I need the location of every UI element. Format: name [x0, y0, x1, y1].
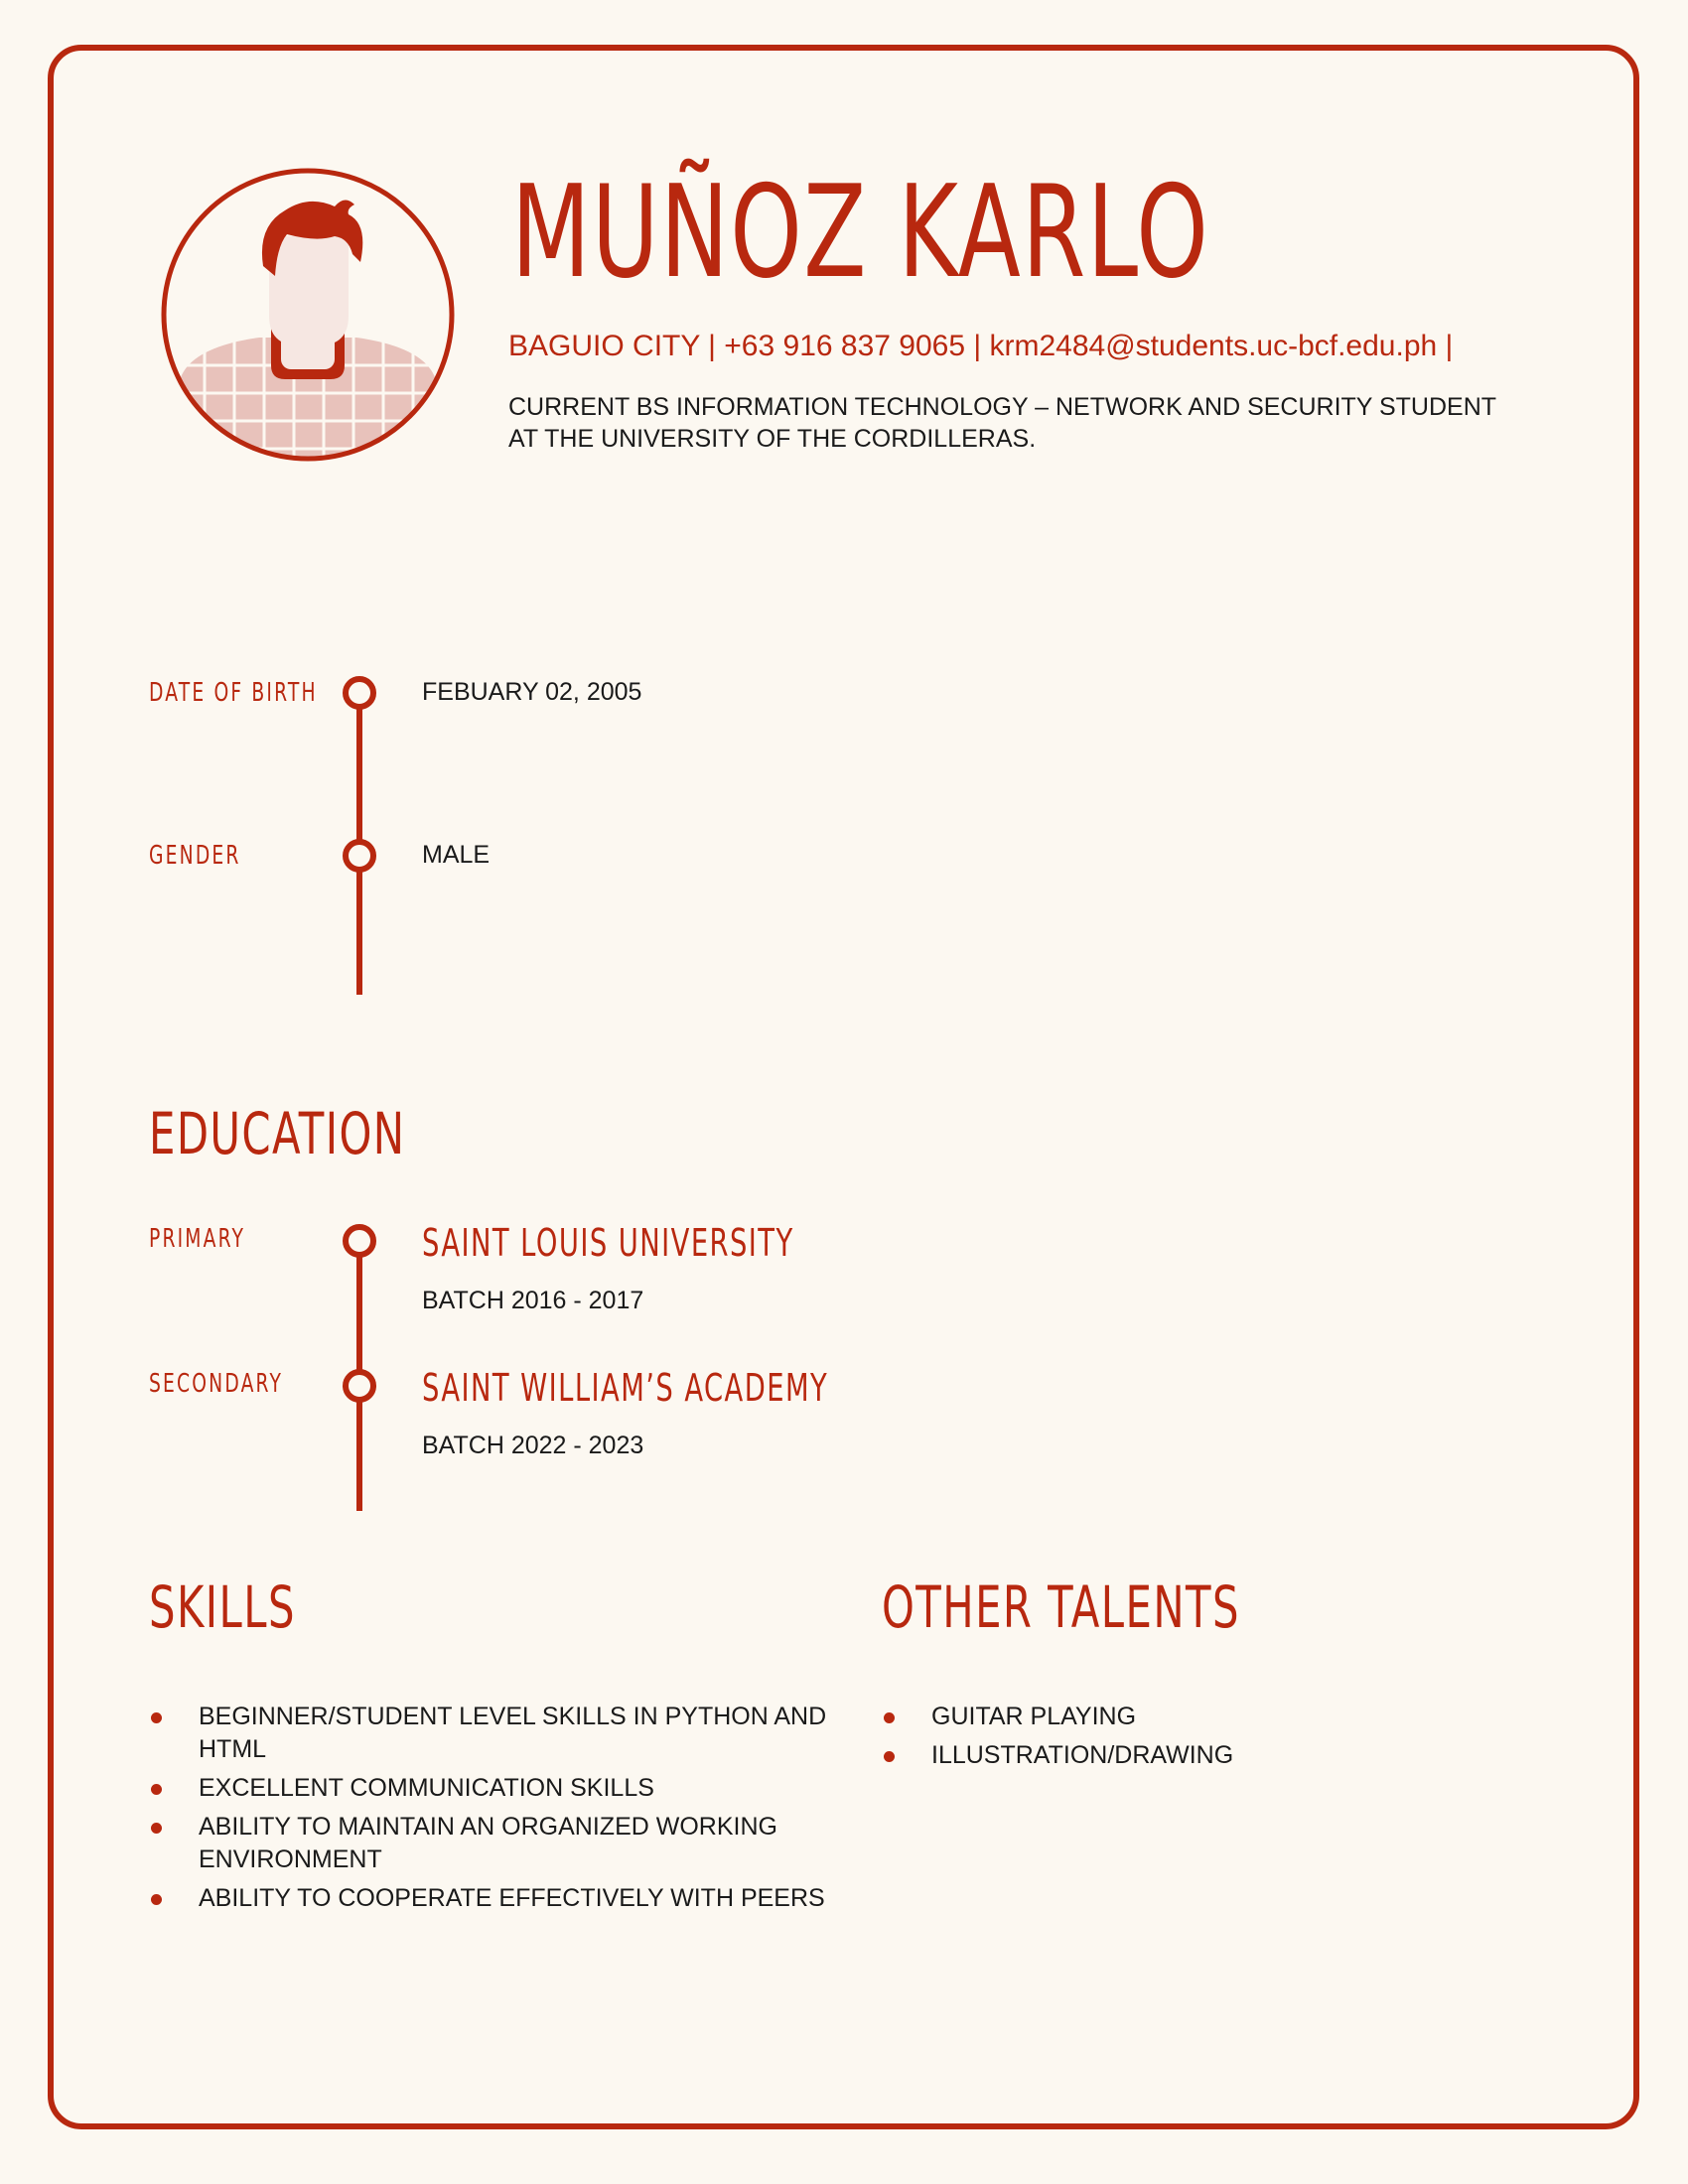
timeline-node-secondary [346, 1372, 373, 1400]
skills-list [149, 1701, 854, 1921]
list-item: GUITAR PLAYING [882, 1701, 1517, 1733]
education-heading: EDUCATION [149, 1100, 406, 1167]
profile-avatar-icon [160, 167, 456, 463]
bullet-icon [884, 1751, 895, 1762]
secondary-label: SECONDARY [149, 1369, 284, 1399]
skills-heading: SKILLS [149, 1573, 296, 1641]
bullet-icon [151, 1712, 162, 1723]
bullet-icon [884, 1712, 895, 1723]
talents-heading: OTHER TALENTS [882, 1573, 1240, 1641]
bullet-icon [151, 1784, 162, 1795]
education-timeline [336, 1211, 385, 1519]
list-item: EXCELLENT COMMUNICATION SKILLS [149, 1772, 854, 1805]
primary-label: PRIMARY [149, 1224, 246, 1254]
dob-label: DATE OF BIRTH [149, 678, 318, 708]
primary-school: SAINT LOUIS UNIVERSITY [422, 1221, 794, 1265]
secondary-school: SAINT WILLIAM’S ACADEMY [422, 1366, 829, 1410]
list-item: BEGINNER/STUDENT LEVEL SKILLS IN PYTHON AND HTML [149, 1701, 854, 1766]
primary-batch: BATCH 2016 - 2017 [422, 1287, 644, 1314]
candidate-name: MUÑOZ KARLO [511, 159, 1210, 307]
secondary-batch: BATCH 2022 - 2023 [422, 1432, 644, 1459]
list-item: ABILITY TO MAINTAIN AN ORGANIZED WORKING ENVIRONMENT [149, 1811, 854, 1876]
timeline-node-primary [346, 1227, 373, 1255]
contact-info: BAGUIO CITY | +63 916 837 9065 | krm2484@students.uc-bcf.edu.ph | [508, 330, 1454, 362]
bullet-icon [151, 1894, 162, 1905]
timeline-node-gender [346, 842, 373, 870]
gender-label: GENDER [149, 841, 241, 871]
bullet-icon [151, 1823, 162, 1834]
dob-value: FEBUARY 02, 2005 [422, 678, 642, 706]
gender-value: MALE [422, 841, 491, 869]
talents-list [882, 1701, 1517, 1778]
profile-summary: CURRENT BS INFORMATION TECHNOLOGY – NETWORK AND SECURITY STUDENT AT THE UNIVERSITY OF THE CORDILLERAS. [508, 393, 1496, 453]
list-item: ILLUSTRATION/DRAWING [882, 1739, 1517, 1772]
personal-timeline [336, 665, 385, 1003]
list-item: ABILITY TO COOPERATE EFFECTIVELY WITH PEERS [149, 1882, 854, 1915]
timeline-node-dob [346, 679, 373, 707]
